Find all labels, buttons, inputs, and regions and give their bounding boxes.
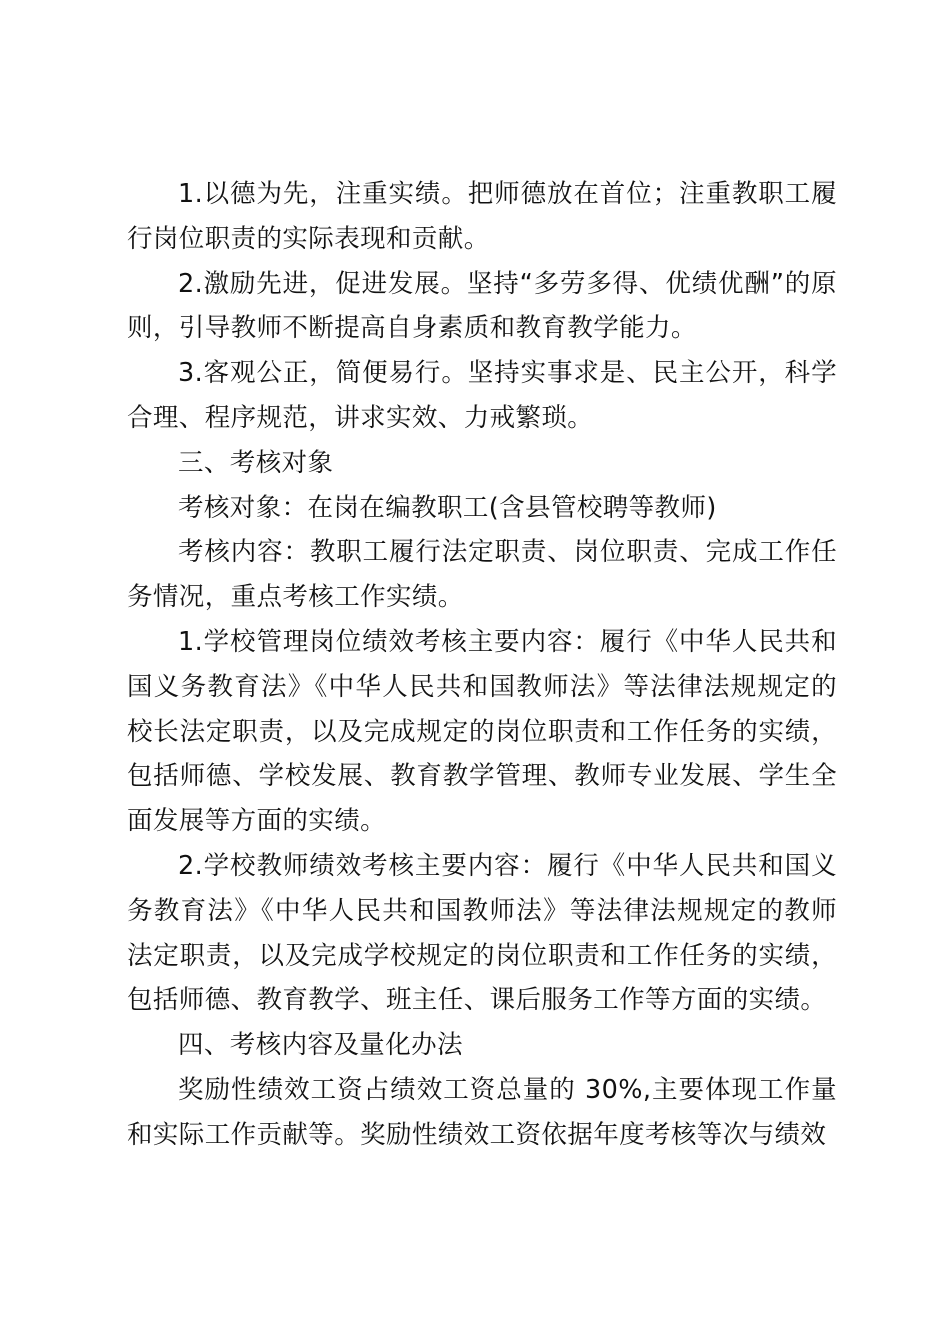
paragraph-assessment-target: 考核对象：在岗在编教职工(含县管校聘等教师) (178, 492, 717, 523)
document-page (127, 172, 837, 1158)
section-heading-4: 四、考核内容及量化办法 (178, 1030, 463, 1061)
section-heading-3: 三、考核对象 (178, 447, 334, 478)
paragraph-assessment-content: 考核内容：教职工履行法定职责、岗位职责、完成工作任务情况，重点考核工作实绩。 (127, 537, 837, 613)
paragraph-principle-1: 1.以德为先，注重实绩。把师德放在首位；注重教职工履行岗位职责的实际表现和贡献。 (127, 179, 837, 254)
paragraph-principle-3: 3.客观公正，简便易行。坚持实事求是、民主公开，科学合理、程序规范，讲求实效、力戒繁琐。 (127, 358, 837, 433)
paragraph-management-assessment: 1.学校管理岗位绩效考核主要内容：履行《中华人民共和国义务教育法》《中华人民共和国教师法》等法律法规规定的校长法定职责，以及完成规定的岗位职责和工作任务的实绩，包括师德、学校发展、教育教学管理、教师专业发展、学生全面发展等方面的实绩。 (127, 626, 837, 837)
paragraph-teacher-assessment: 2.学校教师绩效考核主要内容：履行《中华人民共和国义务教育法》《中华人民共和国教师法》等法律法规规定的教师法定职责，以及完成学校规定的岗位职责和工作任务的实绩，包括师德、教育教学、班主任、课后服务工作等方面的实绩。 (127, 850, 837, 1016)
paragraph-incentive-pay: 奖励性绩效工资占绩效工资总量的 30%,主要体现工作量和实际工作贡献等。奖励性绩效工资依据年度考核等次与绩效 (127, 1074, 837, 1150)
paragraph-principle-2: 2.激励先进，促进发展。坚持“多劳多得、优绩优酬”的原则，引导教师不断提高自身素质和教育教学能力。 (127, 268, 837, 344)
